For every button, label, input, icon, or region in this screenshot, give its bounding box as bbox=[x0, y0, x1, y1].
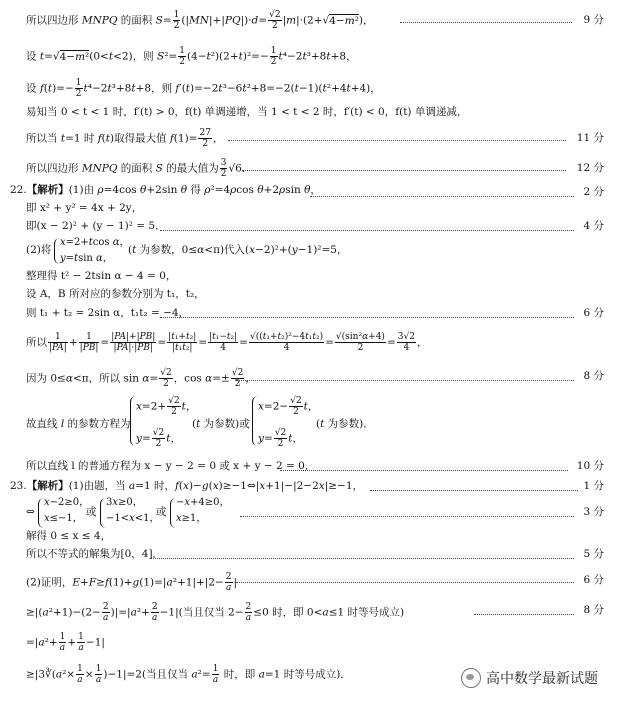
line-10-a: (2)将 bbox=[26, 244, 52, 256]
line-17: 所以直线 l 的普通方程为 x − y − 2 = 0 或 x + y − 2 = 0． bbox=[26, 460, 316, 472]
line-16-a: 故直线 l 的参数方程为 bbox=[26, 418, 131, 430]
score-22: 6 分 bbox=[583, 574, 604, 586]
line-10-b: x=2+tcos α， bbox=[60, 237, 130, 248]
line-19-a: ⇔ bbox=[26, 506, 35, 518]
line-1: 所以四边形 MNPQ 的面积 S= $\frac{1}{2}$ (|MN|+|PQ|)·d= $\frac{√2}{2}$ |m|·(2+√4−m²)， bbox=[26, 10, 374, 31]
line-3: 设 f(t)=− $\frac{1}{2}$ t⁴−2t³+8t+8，则 f′(t)=−2t³−6t²+8=−2(t−1)(t²+4t+4)， bbox=[26, 78, 381, 99]
score-19: 3 分 bbox=[583, 506, 604, 518]
line-8: 即 x² + y² = 4x + 2y， bbox=[26, 202, 143, 214]
line-19-f: −1<x<1， bbox=[106, 513, 160, 524]
line-22: (2)证明，E+F≥f(1)+g(1)=|a²+1|+|2− $\frac{2}{a}$ | bbox=[26, 572, 238, 593]
line-19-h: −x+4≥0， bbox=[176, 497, 230, 508]
wechat-icon bbox=[461, 668, 481, 688]
line-25: ≥|3∛(a²× $\frac{1}{a}$ × $\frac{1}{a}$ )−1|=2(当且仅当 a²= $\frac{1}{a}$ 时，即 a=1 时等号成立)． bbox=[26, 664, 351, 685]
line-11: 整理得 t² − 2tsin α − 4 = 0， bbox=[26, 270, 177, 282]
line-10-c: y=tsin α， bbox=[60, 253, 113, 264]
score-1: 9 分 bbox=[583, 14, 604, 26]
score-9: 4 分 bbox=[583, 220, 604, 232]
line-4: 易知当 0 < t < 1 时，f′(t) > 0，f(t) 单调递增，当 1 < t < 2 时，f′(t) < 0，f(t) 单调递减， bbox=[26, 106, 468, 118]
line-16-d: (t 为参数)或 bbox=[192, 418, 250, 430]
line-10-d: (t 为参数，0≤α<π)代入(x−2)²+(y−1)²=5， bbox=[128, 244, 348, 256]
line-21: 所以不等式的解集为[0，4]． bbox=[26, 548, 164, 560]
score-21: 5 分 bbox=[583, 548, 604, 560]
score-18: 1 分 bbox=[583, 480, 604, 492]
line-16-c: y= $\frac{√2}{2}$ t， bbox=[136, 428, 181, 449]
line-9: 即(x − 2)² + (y − 1)² = 5． bbox=[26, 220, 166, 232]
line-19-e: 3x≥0， bbox=[106, 497, 143, 508]
line-16-e: x=2− $\frac{√2}{2}$ t， bbox=[258, 396, 319, 417]
line-20: 解得 0 ≤ x ≤ 4， bbox=[26, 530, 112, 542]
line-19-g: 或 bbox=[156, 506, 167, 518]
score-5: 11 分 bbox=[576, 132, 604, 144]
line-23: ≥|(a²+1)−(2− $\frac{2}{a}$ )|=|a²+ $\frac{2}{a}$ −1|(当且仅当 2− $\frac{2}{a}$ ≤0 时，即 0<a≤1 时等号成立) bbox=[26, 602, 405, 623]
score-17: 10 分 bbox=[576, 460, 604, 472]
score-7: 2 分 bbox=[583, 186, 604, 198]
line-12: 设 A，B 所对应的参数分别为 t₁，t₂， bbox=[26, 288, 205, 300]
watermark bbox=[461, 668, 598, 688]
line-19-i: x≥1， bbox=[176, 513, 207, 524]
line-15: 因为 0≤α<π，所以 sin α= $\frac{√2}{2}$ ，cos α=± $\frac{√2}{2}$ ， bbox=[26, 368, 256, 389]
line-7: 22.【解析】(1)由 ρ=4cos θ+2sin θ 得 ρ²=4ρcos θ+2ρsin θ， bbox=[10, 184, 321, 196]
line-16-f: y= $\frac{√2}{2}$ t， bbox=[258, 428, 303, 449]
line-16-b: x=2+ $\frac{√2}{2}$ t， bbox=[136, 396, 197, 417]
line-18: 23.【解析】(1)由题，当 a=1 时，f(x)−g(x)≥−1⇔|x+1|−|2−2x|≥−1， bbox=[10, 480, 364, 492]
line-2: 设 t=√4−m²(0<t<2)，则 S²= $\frac{1}{2}$ (4−t²)(2+t)²=− $\frac{1}{2}$ t⁴−2t³+8t+8， bbox=[26, 46, 357, 67]
score-23: 8 分 bbox=[583, 604, 604, 616]
line-19-b: x−2≥0， bbox=[44, 497, 90, 508]
line-19-c: x≤−1， bbox=[44, 513, 83, 524]
line-6: 所以四边形 MNPQ 的面积 S 的最大值为 $\frac{3}{2}$ √6． bbox=[26, 158, 253, 179]
line-19-d: 或 bbox=[86, 506, 97, 518]
watermark-text: 高中数学最新试题 bbox=[486, 671, 598, 687]
score-6: 12 分 bbox=[576, 162, 604, 174]
line-16-g: (t 为参数)． bbox=[316, 418, 374, 430]
line-5: 所以当 t=1 时 f(t)取得最大值 f(1)= $\frac{27}{2}$ ， bbox=[26, 128, 224, 149]
line-24: =|a²+ $\frac{1}{a}$ + $\frac{1}{a}$ −1| bbox=[26, 632, 105, 653]
score-15: 8 分 bbox=[583, 370, 604, 382]
line-13: 则 t₁ + t₂ = 2sin α，t₁t₂ = −4， bbox=[26, 307, 190, 319]
score-13: 6 分 bbox=[583, 307, 604, 319]
line-14: 所以 $\frac{1}{|PA|}$ + $\frac{1}{|PB|}$ = $\frac{|PA|+|PB|}{|PA|\cdot|PB|}$ = $\frac{\text{|t₁+t₂|}}{\text{|t₁t₂|}}$ = $\frac{\text{|t₁−t₂|}}{4}$ = $\frac{\text{√((t₁+t₂)²−4t₁t₂)}}{4}$ = $\frac{\text{√(sin²α+4)}}{2}$ = $\frac{3√2}{4}$ ， bbox=[26, 332, 428, 353]
